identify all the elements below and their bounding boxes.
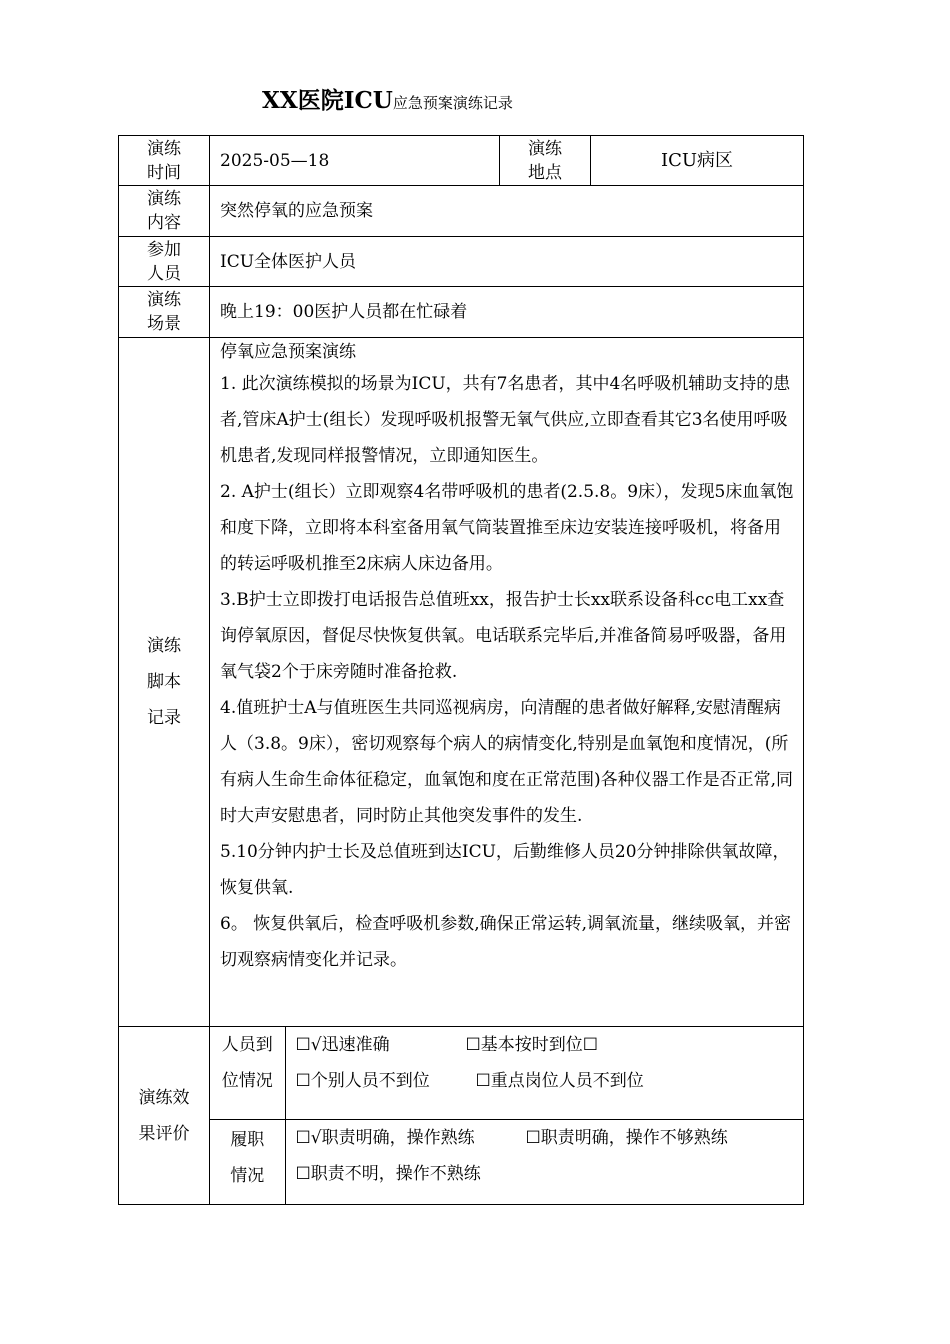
arrival-option-partial[interactable]: ☐个别人员不到位 (295, 1071, 430, 1091)
evaluation-label: 演练效 果评价 (119, 1027, 210, 1205)
script-paragraph: 1. 此次演练模拟的场景为ICU，共有7名患者，其中4名呼吸机辅助支持的患者,管床A护士(组长）发现呼吸机报警无氧气供应,立即查看其它3名使用呼吸机患者,发现同样报警情况，立即通知医生。 (220, 374, 791, 466)
row-time-place (119, 136, 804, 186)
script-paragraph: 5.10分钟内护士长及总值班到达ICU，后勤维修人员20分钟排除供氧故障，恢复供氧. (220, 842, 790, 898)
title-sub: 应急预案演练记录 (392, 94, 513, 112)
scene-value: 晚上19：00医护人员都在忙碌着 (210, 287, 804, 338)
content-value: 突然停氧的应急预案 (210, 186, 804, 237)
duty-row (210, 1119, 803, 1204)
arrival-label: 人员到 位情况 (210, 1027, 285, 1119)
content-label: 演练内容 (119, 186, 210, 237)
script-heading: 停氧应急预案演练 (220, 342, 356, 362)
row-participants (119, 237, 804, 287)
scene-label: 演练场景 (119, 287, 210, 338)
participants-label: 参加人员 (119, 237, 210, 287)
time-value: 2025-05—18 (210, 136, 500, 186)
script-paragraph: 2. A护士(组长）立即观察4名带呼吸机的患者(2.5.8。9床），发现5床血氧饱和度下降，立即将本科室备用氧气筒装置推至床边安装连接呼吸机，将备用的转运呼吸机推至2床病人床边备用。 (220, 482, 794, 574)
duty-option-clear-skilled[interactable]: ☐√职责明确，操作熟练 (295, 1127, 475, 1148)
participants-value: ICU全体医护人员 (210, 237, 804, 287)
duty-option-unclear[interactable]: ☐职责不明，操作不熟练 (295, 1163, 481, 1184)
script-paragraph: 3.B护士立即拨打电话报告总值班xx，报告护士长xx联系设备科cc电工xx查询停氧原因，督促尽快恢复供氧。电话联系完毕后,并准备简易呼吸器，备用氧气袋2个于床旁随时准备抢救. (220, 590, 787, 682)
duty-label: 履职 情况 (210, 1119, 285, 1204)
arrival-option-key-absent[interactable]: ☐重点岗位人员不到位 (475, 1071, 644, 1091)
arrival-option-ontime[interactable]: ☐基本按时到位☐ (465, 1035, 598, 1055)
row-script (119, 338, 804, 1027)
drill-record-table (118, 135, 804, 1205)
script-body (210, 338, 804, 1027)
script-paragraph: 4.值班护士A与值班医生共同巡视病房，向清醒的患者做好解释,安慰清醒病人（3.8。9床），密切观察每个病人的病情变化,特别是血氧饱和度情况，(所有病人生命生命体征稳定，血氧饱和度在正常范围)各种仪器工作是否正常,同时大声安慰患者，同时防止其他突发事件的发生. (220, 698, 794, 826)
duty-options (285, 1119, 803, 1204)
arrival-options (285, 1027, 803, 1119)
place-value: ICU病区 (591, 136, 804, 186)
row-scene (119, 287, 804, 338)
script-label: 演练 脚本 记录 (119, 338, 210, 1027)
document-title (262, 82, 513, 115)
row-evaluation (119, 1027, 804, 1205)
arrival-row (210, 1027, 803, 1119)
evaluation-body (210, 1027, 804, 1205)
script-paragraph: 6。 恢复供氧后，检查呼吸机参数,确保正常运转,调氧流量，继续吸氧，并密切观察病情变化并记录。 (220, 914, 792, 970)
place-label: 演练地点 (500, 136, 591, 186)
duty-option-clear-unskilled[interactable]: ☐职责明确，操作不够熟练 (525, 1127, 728, 1148)
title-main: XX医院ICU (262, 87, 393, 114)
row-content (119, 186, 804, 237)
time-label: 演练时间 (119, 136, 210, 186)
evaluation-subtable (210, 1027, 803, 1204)
arrival-option-prompt[interactable]: ☐√迅速准确 (295, 1035, 390, 1055)
